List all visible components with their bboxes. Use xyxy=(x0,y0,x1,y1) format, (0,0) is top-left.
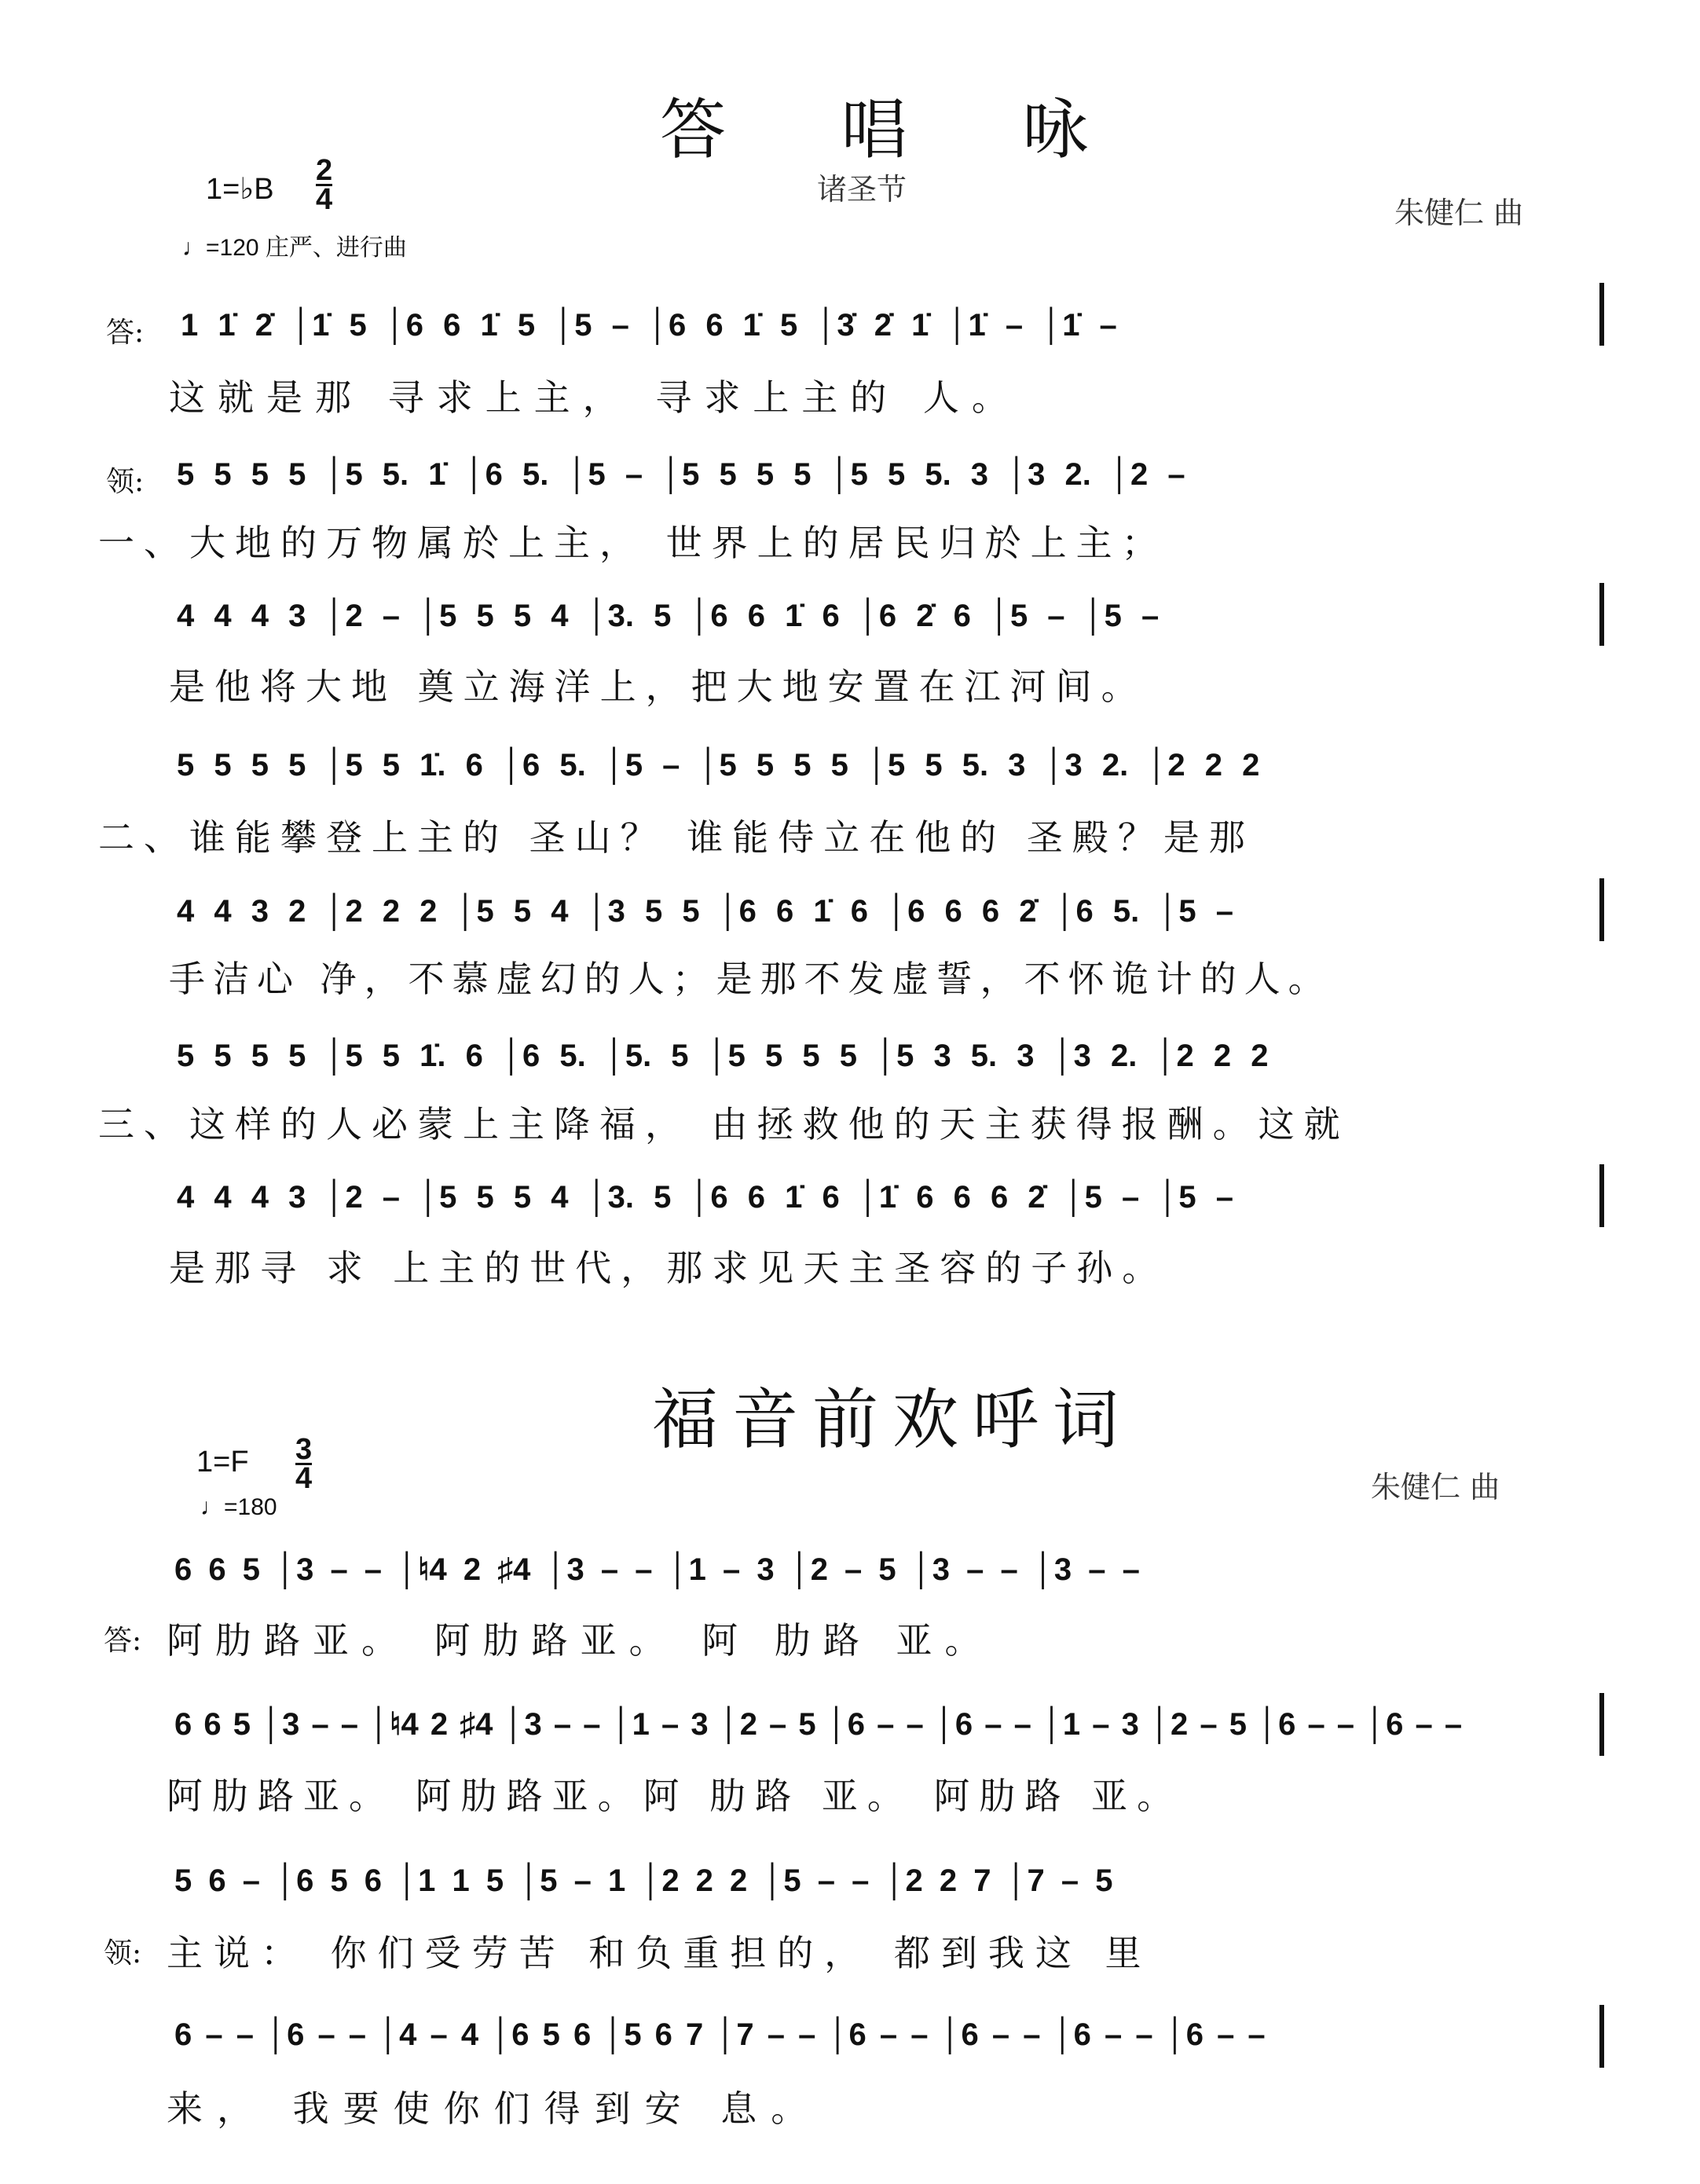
song1-title: 答 唱 咏 xyxy=(660,91,1136,168)
song2-composer: 朱健仁 曲 xyxy=(1371,1470,1500,1504)
song1-final-barline-1 xyxy=(1599,283,1604,346)
song1-notes-line5: 4 4 3 2 │2 2 2 │5 5 4 │3 5 5 │6 6 1̇ 6 │6 6 6 2̇ │6 5. │5 – xyxy=(177,894,1233,929)
song2-lyrics-line3: 主说： 你们受劳苦 和负重担的， 都到我这 里 xyxy=(167,1932,1152,1974)
song1-time-den: 4 xyxy=(316,183,333,216)
song2-lyrics-line1: 阿肋路亚。 阿肋路亚。 阿 肋路 亚。 xyxy=(167,1619,994,1662)
song1-lyrics-line3: 是他将大地 奠立海洋上，把大地安置在江河间。 xyxy=(169,665,1147,708)
song2-lyrics-line4: 来， 我要使你们得到安 息。 xyxy=(167,2087,822,2130)
song1-lyrics-line2: 一、大地的万物属於上主， 世界上的居民归於上主； xyxy=(98,522,1167,564)
song1-time-signature xyxy=(316,154,333,216)
song2-final-barline-4 xyxy=(1599,2005,1604,2068)
song1-lyrics-line1: 这就是那 寻求上主， 寻求上主的 人。 xyxy=(169,376,1020,419)
song1-notes-line6: 5 5 5 5 │5 5 1̇. 6 │6 5. │5. 5 │5 5 5 5 │5 3 5. 3 │3 2. │2 2 2 xyxy=(177,1039,1269,1073)
song1-key: 1=♭B xyxy=(206,173,274,206)
song1-notes-line2: 5 5 5 5 │5 5. 1̇ │6 5. │5 – │5 5 5 5 │5 5 5. 3 │3 2. │2 – xyxy=(177,457,1185,492)
song2-final-barline-2 xyxy=(1599,1693,1604,1756)
song1-tempo: ♩=120 庄严、进行曲 xyxy=(182,235,407,261)
song1-lyrics-line6: 三、这样的人必蒙上主降福， 由拯救他的天主获得报酬。这就 xyxy=(98,1103,1350,1145)
song1-final-barline-3 xyxy=(1599,583,1604,646)
song1-role-leader: 领: xyxy=(106,466,145,498)
song1-lyrics-line7: 是那寻 求 上主的世代，那求见天主圣容的子孙。 xyxy=(169,1247,1168,1289)
song2-role-leader: 领: xyxy=(104,1937,142,1970)
song1-final-barline-5 xyxy=(1599,878,1604,941)
song1-lyrics-line4: 二、谁能攀登上主的 圣山？ 谁能侍立在他的 圣殿？是那 xyxy=(98,816,1255,859)
song2-title: 福音前欢呼词 xyxy=(652,1381,1134,1458)
song1-notes-line3: 4 4 4 3 │2 – │5 5 5 4 │3. 5 │6 6 1̇ 6 │6 2̇ 6 │5 – │5 – xyxy=(177,599,1160,633)
song2-notes-line4: 6 – – │6 – – │4 – 4 │6 5 6 │5 6 7 │7 – – │6 – – │6 – – │6 – – │6 – – xyxy=(174,2017,1266,2052)
song2-time-den: 4 xyxy=(295,1462,313,1495)
song1-notes-line1: 1 1̇ 2̇ │1̇ 5 │6 6 1̇ 5 │5 – │6 6 1̇ 5 │3̇ 2̇ 1̇ │1̇ – │1̇ – xyxy=(181,308,1117,343)
song1-subtitle: 诸圣节 xyxy=(817,172,907,207)
song2-notes-line1: 6 6 5 │3 – – │♮4 2 ♯4 │3 – – │1 – 3 │2 – 5 │3 – – │3 – – xyxy=(174,1552,1140,1587)
song2-lyrics-line2: 阿肋路亚。 阿肋路亚。阿 肋路 亚。 阿肋路 亚。 xyxy=(167,1775,1183,1817)
song2-notes-line3: 5 6 – │6 5 6 │1 1 5 │5 – 1 │2 2 2 │5 – – │2 2 7 │7 – 5 xyxy=(174,1863,1113,1898)
song1-notes-line7: 4 4 4 3 │2 – │5 5 5 4 │3. 5 │6 6 1̇ 6 │1̇ 6 6 6 2̇ │5 – │5 – xyxy=(177,1180,1233,1215)
song1-role-response: 答: xyxy=(106,317,145,349)
song2-tempo: ♩=180 xyxy=(200,1494,277,1520)
song2-notes-line2: 6 6 5 │3 – – │♮4 2 ♯4 │3 – – │1 – 3 │2 – 5 │6 – – │6 – – │1 – 3 │2 – 5 │6 – – │6 – – xyxy=(174,1707,1463,1742)
song2-key: 1=F xyxy=(196,1446,249,1479)
song1-lyrics-line5: 手洁心 净，不慕虚幻的人；是那不发虚誓，不怀诡计的人。 xyxy=(169,958,1332,1000)
song2-time-num: 3 xyxy=(295,1433,313,1466)
song1-composer: 朱健仁 曲 xyxy=(1394,196,1524,230)
song1-notes-line4: 5 5 5 5 │5 5 1̇. 6 │6 5. │5 – │5 5 5 5 │5 5 5. 3 │3 2. │2 2 2 xyxy=(177,748,1260,782)
song2-time-signature xyxy=(295,1433,313,1495)
song1-time-num: 2 xyxy=(316,154,333,187)
song2-role-response: 答: xyxy=(104,1625,142,1657)
song1-final-barline-7 xyxy=(1599,1164,1604,1227)
